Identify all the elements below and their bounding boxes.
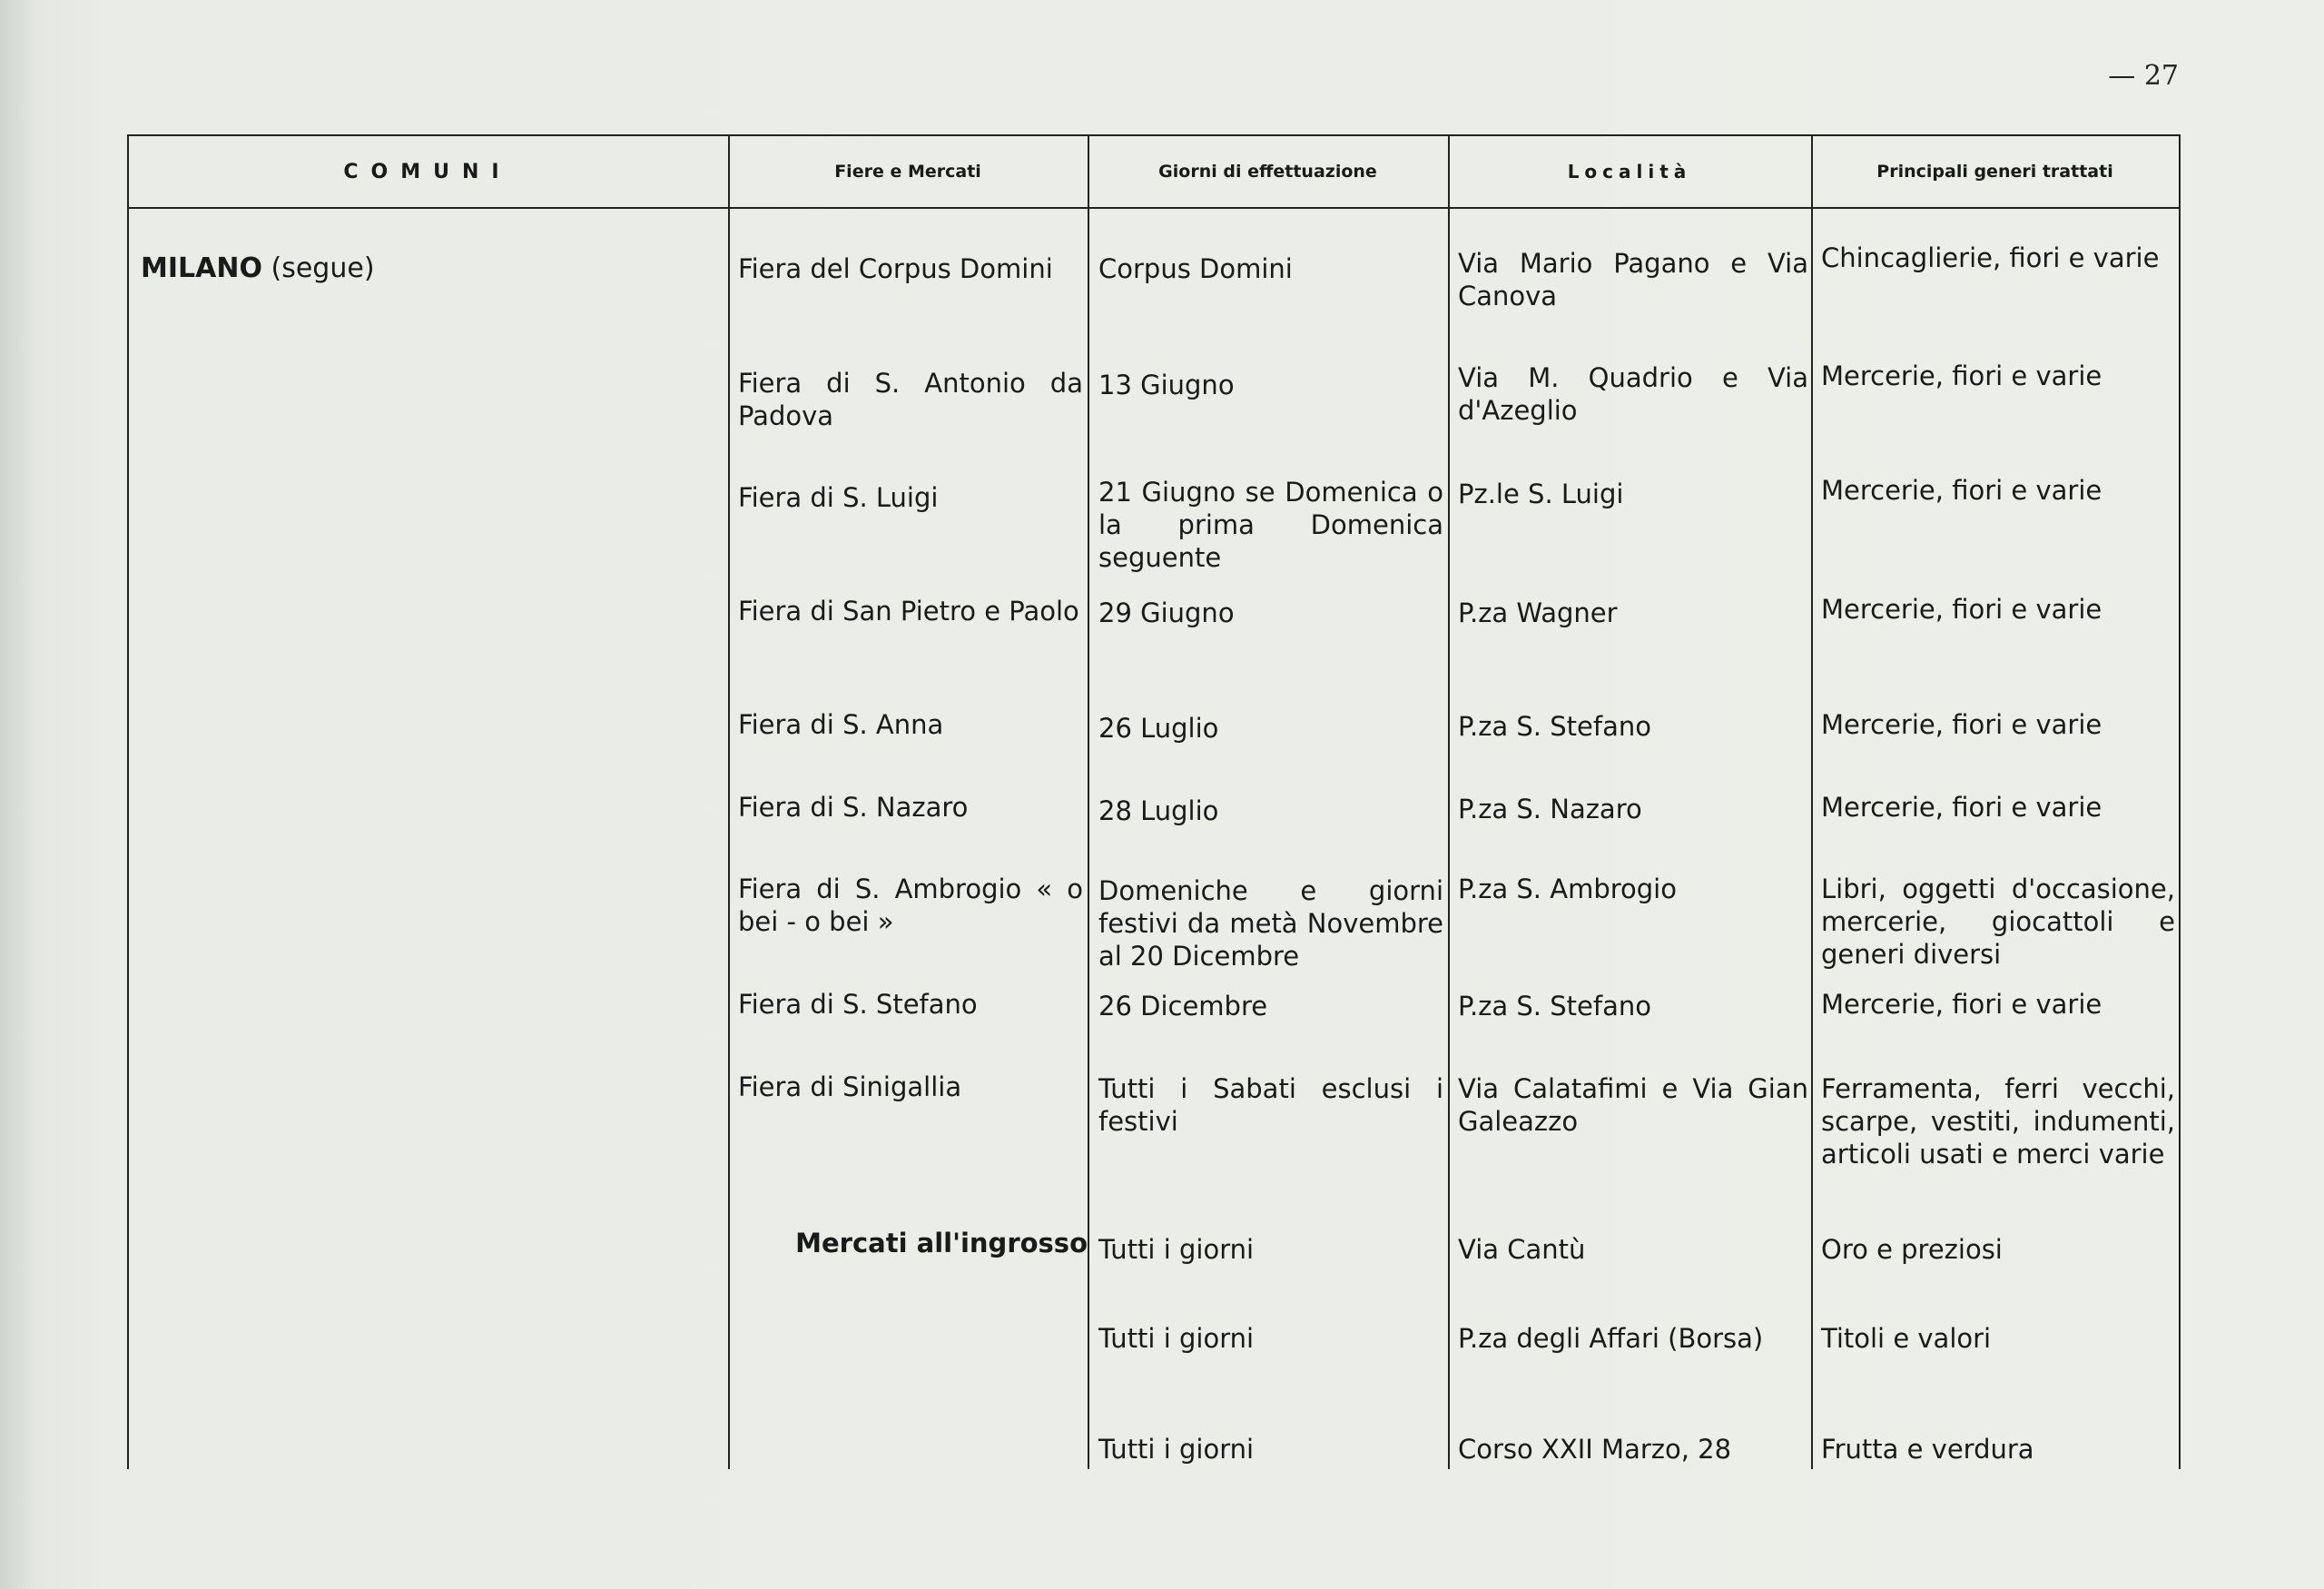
- localita-cell: P.za S. Nazaro: [1458, 794, 1642, 824]
- header-fiere-mercati: Fiere e Mercati: [834, 162, 981, 182]
- column-divider: [1088, 134, 1089, 1469]
- giorni-cell: Tutti i giorni: [1098, 1234, 1255, 1265]
- column-divider: [1448, 134, 1450, 1469]
- giorni-cell: 29 Giugno: [1098, 597, 1235, 628]
- column-divider: [1811, 134, 1813, 1469]
- giorni-cell: Tutti i giorni: [1098, 1323, 1255, 1354]
- comune-title: MILANO: [141, 252, 262, 284]
- localita-cell: Via Calatafimi e Via Gian Galeazzo: [1458, 1073, 1808, 1137]
- generi-cell: Mercerie, fiori e varie: [1821, 989, 2102, 1020]
- generi-cell: Libri, oggetti d'occasione, mercerie, giocattoli e generi diversi: [1821, 873, 2175, 970]
- mercati-ingrosso-label: Mercati all'ingrosso: [795, 1228, 1088, 1258]
- generi-cell: Frutta e verdura: [1821, 1434, 2034, 1465]
- localita-cell: P.za S. Ambrogio: [1458, 873, 1677, 904]
- generi-cell: Mercerie, fiori e varie: [1821, 475, 2102, 506]
- page-number: — 27: [2108, 60, 2179, 92]
- generi-cell: Oro e preziosi: [1821, 1234, 2003, 1265]
- giorni-cell: Tutti i giorni: [1098, 1434, 1255, 1465]
- giorni-cell: 28 Luglio: [1098, 795, 1219, 826]
- fiera-cell: Fiera di S. Stefano: [738, 989, 978, 1020]
- localita-cell: P.za S. Stefano: [1458, 711, 1651, 742]
- localita-cell: Via Cantù: [1458, 1234, 1586, 1265]
- localita-cell: Via Mario Pagano e Via Canova: [1458, 248, 1808, 311]
- comune-suffix: (segue): [271, 252, 375, 284]
- giorni-cell: Tutti i Sabati esclusi i festivi: [1098, 1073, 1443, 1137]
- generi-cell: Titoli e valori: [1821, 1323, 1992, 1354]
- fiera-cell: Fiera di Sinigallia: [738, 1071, 962, 1102]
- generi-cell: Ferramenta, ferri vecchi, scarpe, vestiti, indumenti, articoli usati e merci varie: [1821, 1073, 2175, 1170]
- header-comuni: COMUNI: [343, 160, 512, 183]
- generi-cell: Mercerie, fiori e varie: [1821, 594, 2102, 625]
- column-divider: [2179, 134, 2181, 1469]
- giorni-cell: Domeniche e giorni festivi da metà Novembre al 20 Dicembre: [1098, 875, 1443, 972]
- table-header-rule: [127, 207, 2179, 209]
- fiera-cell: Fiera di S. Ambrogio « o bei - o bei »: [738, 873, 1083, 937]
- fiera-cell: Fiera di S. Antonio da Padova: [738, 368, 1083, 431]
- generi-cell: Mercerie, fiori e varie: [1821, 792, 2102, 823]
- giorni-cell: Corpus Domini: [1098, 253, 1293, 284]
- column-divider: [127, 134, 129, 1469]
- fiera-cell: Fiera di S. Anna: [738, 709, 944, 740]
- localita-cell: P.za Wagner: [1458, 597, 1618, 628]
- header-localita: Località: [1567, 161, 1692, 183]
- generi-cell: Mercerie, fiori e varie: [1821, 709, 2102, 740]
- giorni-cell: 21 Giugno se Domenica o la prima Domenica seguente: [1098, 477, 1443, 573]
- column-divider: [728, 134, 730, 1469]
- localita-cell: P.za S. Stefano: [1458, 991, 1651, 1022]
- localita-cell: Corso XXII Marzo, 28: [1458, 1434, 1732, 1465]
- generi-cell: Mercerie, fiori e varie: [1821, 360, 2102, 391]
- header-generi: Principali generi trattati: [1876, 162, 2113, 182]
- giorni-cell: 26 Luglio: [1098, 713, 1219, 744]
- localita-cell: Pz.le S. Luigi: [1458, 479, 1624, 509]
- fiera-cell: Fiera di San Pietro e Paolo: [738, 596, 1079, 627]
- header-giorni: Giorni di effettuazione: [1158, 162, 1377, 182]
- fiera-cell: Fiera del Corpus Domini: [738, 253, 1053, 284]
- fiera-cell: Fiera di S. Luigi: [738, 482, 939, 513]
- localita-cell: Via M. Quadrio e Via d'Azeglio: [1458, 362, 1808, 426]
- giorni-cell: 26 Dicembre: [1098, 991, 1268, 1022]
- comune-name: [141, 252, 375, 284]
- generi-cell: Chincaglierie, fiori e varie: [1821, 242, 2160, 273]
- fiera-cell: Fiera di S. Nazaro: [738, 792, 969, 823]
- localita-cell: P.za degli Affari (Borsa): [1458, 1323, 1764, 1354]
- giorni-cell: 13 Giugno: [1098, 370, 1235, 400]
